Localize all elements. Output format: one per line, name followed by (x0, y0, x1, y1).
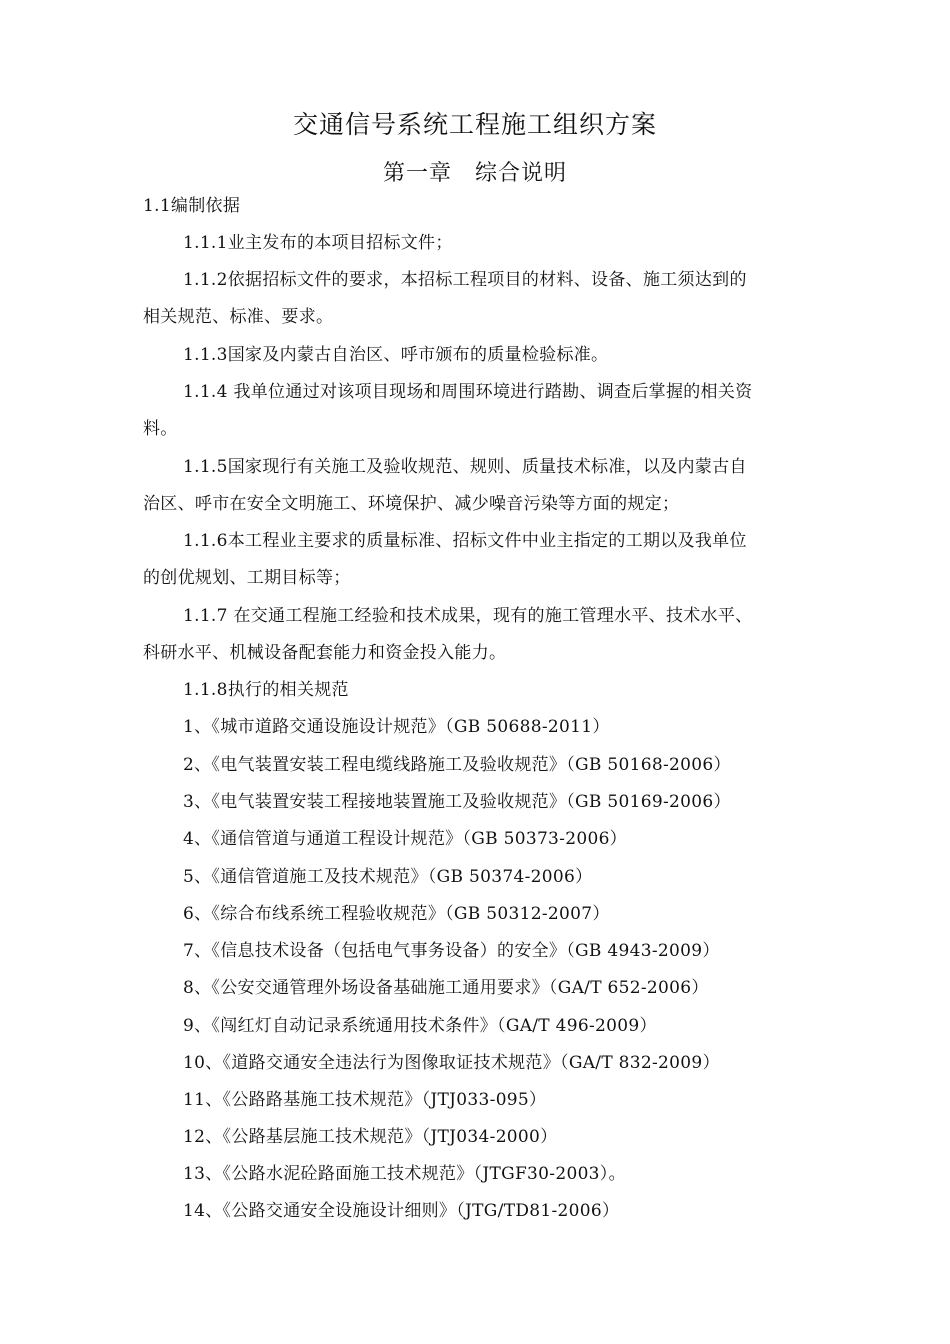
standard-item: 4、《通信管道与通道工程设计规范》（GB 50373-2006） (183, 829, 627, 849)
paragraph-1-1-4-line-2: 料。 (143, 419, 178, 439)
paragraph-1-1-5-line-2: 治区、呼市在安全文明施工、环境保护、减少噪音污染等方面的规定； (143, 494, 680, 514)
standard-item: 10、《道路交通安全违法行为图像取证技术规范》（GA/T 832-2009） (183, 1053, 720, 1073)
standard-item: 8、《公安交通管理外场设备基础施工通用要求》（GA/T 652-2006） (183, 978, 709, 998)
paragraph-1-1-2-line-2: 相关规范、标准、要求。 (143, 307, 334, 327)
paragraph-1-1-7-line-2: 科研水平、机械设备配套能力和资金投入能力。 (143, 643, 507, 663)
standard-item: 1、《城市道路交通设施设计规范》（GB 50688-2011） (183, 717, 610, 737)
paragraph-1-1-3: 1.1.3国家及内蒙古自治区、呼市颁布的质量检验标准。 (183, 345, 609, 365)
standard-item: 13、《公路水泥砼路面施工技术规范》（JTGF30-2003）。 (183, 1164, 626, 1184)
paragraph-1-1-6-line-1: 1.1.6本工程业主要求的质量标准、招标文件中业主指定的工期以及我单位 (183, 531, 747, 551)
standard-item: 9、《闯红灯自动记录系统通用技术条件》（GA/T 496-2009） (183, 1016, 657, 1036)
paragraph-1-1-6-line-2: 的创优规划、工期目标等； (143, 568, 351, 588)
standard-item: 2、《电气装置安装工程电缆线路施工及验收规范》（GB 50168-2006） (183, 755, 731, 775)
standard-item: 12、《公路基层施工技术规范》（JTJ034-2000） (183, 1127, 558, 1147)
standard-item: 5、《通信管道施工及技术规范》（GB 50374-2006） (183, 867, 593, 887)
paragraph-1-1-1: 1.1.1业主发布的本项目招标文件； (183, 233, 453, 253)
paragraph-1-1-7-line-1: 1.1.7 在交通工程施工经验和技术成果，现有的施工管理水平、技术水平、 (183, 606, 753, 626)
document-title: 交通信号系统工程施工组织方案 (292, 110, 657, 139)
standard-item: 6、《综合布线系统工程验收规范》（GB 50312-2007） (183, 904, 610, 924)
paragraph-1-1-4-line-1: 1.1.4 我单位通过对该项目现场和周围环境进行踏勘、调查后掌握的相关资 (183, 382, 753, 402)
chapter-title: 第一章 综合说明 (382, 161, 567, 186)
section-heading: 1.1编制依据 (143, 196, 241, 216)
paragraph-1-1-2-line-1: 1.1.2依据招标文件的要求，本招标工程项目的材料、设备、施工须达到的 (183, 270, 747, 290)
paragraph-1-1-5-line-1: 1.1.5国家现行有关施工及验收规范、规则、质量技术标准，以及内蒙古自 (183, 457, 747, 477)
standard-item: 14、《公路交通安全设施设计细则》（JTG/TD81-2006） (183, 1201, 620, 1221)
paragraph-1-1-8: 1.1.8执行的相关规范 (183, 680, 349, 700)
standard-item: 11、《公路路基施工技术规范》（JTJ033-095） (183, 1090, 547, 1110)
standard-item: 7、《信息技术设备（包括电气事务设备）的安全》（GB 4943-2009） (183, 941, 720, 961)
standard-item: 3、《电气装置安装工程接地装置施工及验收规范》（GB 50169-2006） (183, 792, 731, 812)
